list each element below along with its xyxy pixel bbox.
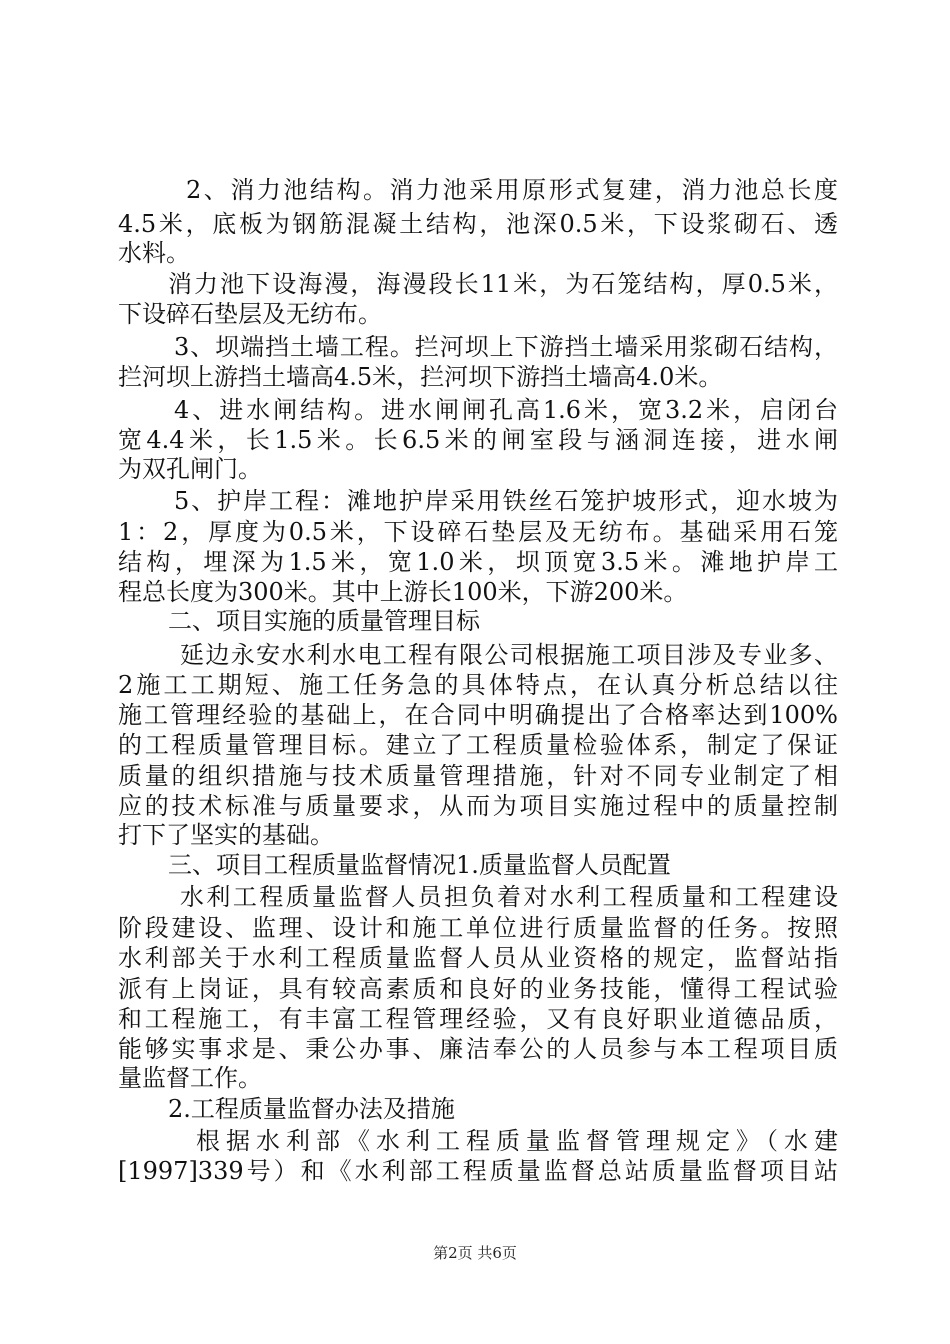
paragraph-line: 施工管理经验的基础上，在合同中明确提出了合格率达到100%: [118, 701, 838, 729]
section-heading: 三、项目工程质量监督情况1.质量监督人员配置: [168, 851, 671, 879]
paragraph-line: 宽4.4米，长1.5米。长6.5米的闸室段与涵洞连接，进水闸: [118, 426, 838, 454]
paragraph-line: 程总长度为300米。其中上游长100米，下游200米。: [118, 578, 688, 606]
paragraph-line: 应的技术标准与质量要求，从而为项目实施过程中的质量控制: [118, 792, 838, 820]
paragraph-line: 4、进水闸结构。进水闸闸孔高1.6米，宽3.2米，启闭台: [174, 396, 838, 424]
paragraph-line: 水料。: [118, 239, 190, 267]
paragraph-line: 2、消力池结构。消力池采用原形式复建，消力池总长度: [186, 176, 838, 204]
paragraph-line: 的工程质量管理目标。建立了工程质量检验体系，制定了保证: [118, 731, 838, 759]
paragraph-line: 水利工程质量监督人员担负着对水利工程质量和工程建设: [180, 883, 838, 911]
paragraph-line: 根据水利部《水利工程质量监督管理规定》（水建: [196, 1127, 838, 1155]
paragraph-line: 为双孔闸门。: [118, 455, 262, 483]
paragraph-line: 下设碎石垫层及无纺布。: [118, 300, 382, 328]
paragraph-line: 阶段建设、监理、设计和施工单位进行质量监督的任务。按照: [118, 914, 838, 942]
paragraph-line: 结构，埋深为1.5米，宽1.0米，坝顶宽3.5米。滩地护岸工: [118, 548, 838, 576]
paragraph-line: 水利部关于水利工程质量监督人员从业资格的规定，监督站指: [118, 944, 838, 972]
paragraph-line: 和工程施工，有丰富工程管理经验，又有良好职业道德品质，: [118, 1005, 838, 1033]
paragraph-line: 4.5米，底板为钢筋混凝土结构，池深0.5米，下设浆砌石、透: [118, 210, 838, 238]
paragraph-line: 1：2，厚度为0.5米，下设碎石垫层及无纺布。基础采用石笼: [118, 518, 838, 546]
paragraph-line: 派有上岗证，具有较高素质和良好的业务技能，懂得工程试验: [118, 975, 838, 1003]
paragraph-line: 打下了坚实的基础。: [118, 821, 334, 849]
section-heading: 二、项目实施的质量管理目标: [168, 607, 480, 635]
paragraph-line: 拦河坝上游挡土墙高4.5米，拦河坝下游挡土墙高4.0米。: [118, 363, 723, 391]
paragraph-line: 消力池下设海漫，海漫段长11米，为石笼结构，厚0.5米，: [168, 270, 838, 298]
paragraph-line: 2施工工期短、施工任务急的具体特点，在认真分析总结以往: [118, 671, 838, 699]
paragraph-line: [1997]339号）和《水利部工程质量监督总站质量监督项目站: [118, 1157, 838, 1185]
page-number-footer: 第2页 共6页: [433, 1244, 517, 1262]
paragraph-line: 质量的组织措施与技术质量管理措施，针对不同专业制定了相: [118, 762, 838, 790]
paragraph-line: 能够实事求是、秉公办事、廉洁奉公的人员参与本工程项目质: [118, 1035, 838, 1063]
subsection-heading: 2.工程质量监督办法及措施: [168, 1095, 455, 1123]
paragraph-line: 延边永安水利水电工程有限公司根据施工项目涉及专业多、: [180, 641, 838, 669]
paragraph-line: 3、坝端挡土墙工程。拦河坝上下游挡土墙采用浆砌石结构，: [174, 333, 838, 361]
paragraph-line: 量监督工作。: [118, 1064, 262, 1092]
paragraph-line: 5、护岸工程：滩地护岸采用铁丝石笼护坡形式，迎水坡为: [174, 487, 838, 515]
